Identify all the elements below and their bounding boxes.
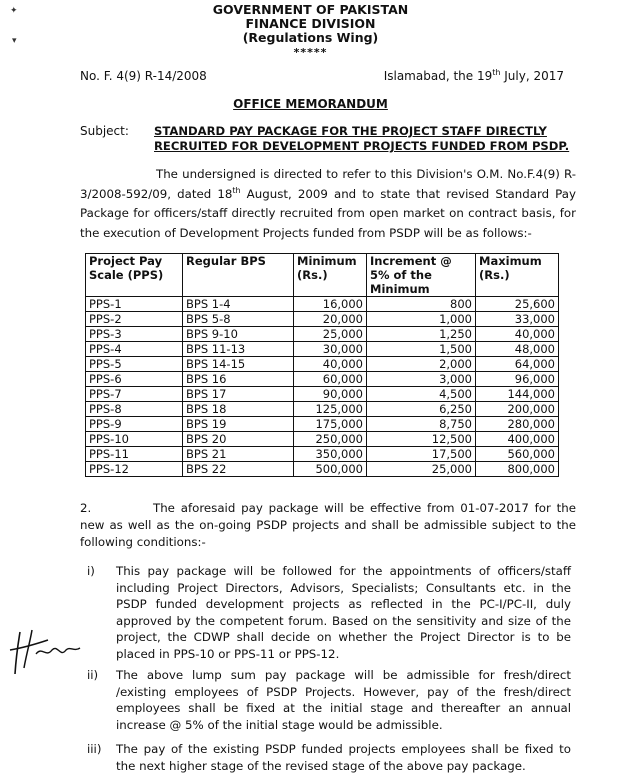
table-row: [86, 402, 559, 417]
cell-minimum: 90,000: [294, 387, 367, 402]
condition-text: The above lump sum pay package will be admissible for fresh/direct /existing employees of PSDP Projects. However, pay of the fresh/direct employees shall be fixed at the initial stage and thereafter an annual increase @ 5% of the initial stage would be admissible.: [116, 668, 571, 732]
header-increment: Increment @ 5% of the Minimum: [367, 254, 476, 297]
paragraph-2: [80, 500, 576, 551]
cell-regular-bps: BPS 1-4: [183, 297, 294, 312]
cell-pps: PPS-4: [86, 342, 183, 357]
header-government: GOVERNMENT OF PAKISTAN: [212, 2, 409, 17]
condition-text: This pay package will be followed for the appointments of officers/staff including Project Directors, Advisors, Specialists; Consultants etc. in the PSDP funded development projects as reflected in the PC-I/PC-II, duly approved by the competent forum. Based on the sensitivity and size of the project, the CDWP shall decide on whether the Project Director is to be placed in PPS-10 or PPS-11 or PPS-12.: [116, 564, 571, 661]
cell-pps: PPS-11: [86, 447, 183, 462]
cell-minimum: 350,000: [294, 447, 367, 462]
cell-regular-bps: BPS 11-13: [183, 342, 294, 357]
cell-increment: 1,000: [367, 312, 476, 327]
table-row: [86, 327, 559, 342]
condition-i: [87, 563, 571, 662]
cell-increment: 25,000: [367, 462, 476, 477]
cell-maximum: 400,000: [476, 432, 559, 447]
subject-text: STANDARD PAY PACKAGE FOR THE PROJECT STAFF DIRECTLY RECRUITED FOR DEVELOPMENT PROJECTS FUNDED FROM PSDP.: [154, 124, 570, 153]
cell-pps: PPS-5: [86, 357, 183, 372]
cell-maximum: 96,000: [476, 372, 559, 387]
handwritten-signature: [6, 628, 84, 678]
header-pps: Project Pay Scale (PPS): [86, 254, 183, 297]
cell-maximum: 40,000: [476, 327, 559, 342]
date-suffix-ordinal: th: [492, 68, 501, 77]
date-prefix: Islamabad, the 19: [383, 69, 493, 83]
paragraph-2-number: 2.: [80, 501, 92, 515]
cell-minimum: 60,000: [294, 372, 367, 387]
cell-increment: 1,500: [367, 342, 476, 357]
subject-label: Subject:: [80, 124, 129, 138]
cell-minimum: 16,000: [294, 297, 367, 312]
cell-pps: PPS-6: [86, 372, 183, 387]
header-minimum: Minimum (Rs.): [294, 254, 367, 297]
cell-regular-bps: BPS 9-10: [183, 327, 294, 342]
scan-mark: ✦: [10, 6, 18, 16]
paragraph-1-a: The undersigned is directed to refer to this Division's O.M. No.F.4(9) R-3/2008-592/09, dated 18: [80, 167, 576, 201]
cell-minimum: 25,000: [294, 327, 367, 342]
header-division: FINANCE DIVISION: [245, 16, 376, 31]
condition-number: i): [87, 564, 95, 578]
memo-title: OFFICE MEMORANDUM: [233, 97, 388, 111]
cell-increment: 12,500: [367, 432, 476, 447]
cell-pps: PPS-8: [86, 402, 183, 417]
cell-regular-bps: BPS 17: [183, 387, 294, 402]
table-row: [86, 297, 559, 312]
cell-pps: PPS-3: [86, 327, 183, 342]
header-stars: *****: [293, 46, 328, 59]
paragraph-1: [80, 165, 576, 243]
paragraph-1-b: August, 2009 and to state that revised Standard Pay Package for officers/staff directly recruited from open market on contract basis, for the execution of Development Projects funded from PSDP will be as follows:-: [80, 186, 576, 240]
cell-maximum: 25,600: [476, 297, 559, 312]
table-row: [86, 432, 559, 447]
cell-minimum: 250,000: [294, 432, 367, 447]
table-row: [86, 447, 559, 462]
cell-regular-bps: BPS 14-15: [183, 357, 294, 372]
memo-date: [384, 69, 564, 83]
condition-number: ii): [87, 668, 99, 682]
cell-minimum: 30,000: [294, 342, 367, 357]
header-maximum: Maximum (Rs.): [476, 254, 559, 297]
cell-increment: 800: [367, 297, 476, 312]
header-regular-bps: Regular BPS: [183, 254, 294, 297]
cell-regular-bps: BPS 18: [183, 402, 294, 417]
cell-increment: 1,250: [367, 327, 476, 342]
cell-pps: PPS-10: [86, 432, 183, 447]
condition-iii: [87, 741, 571, 774]
cell-pps: PPS-2: [86, 312, 183, 327]
cell-regular-bps: BPS 16: [183, 372, 294, 387]
cell-minimum: 20,000: [294, 312, 367, 327]
date-suffix: July, 2017: [500, 69, 564, 83]
cell-maximum: 144,000: [476, 387, 559, 402]
cell-maximum: 200,000: [476, 402, 559, 417]
cell-regular-bps: BPS 19: [183, 417, 294, 432]
table-row: [86, 312, 559, 327]
cell-increment: 3,000: [367, 372, 476, 387]
cell-minimum: 500,000: [294, 462, 367, 477]
cell-minimum: 125,000: [294, 402, 367, 417]
cell-minimum: 40,000: [294, 357, 367, 372]
cell-maximum: 560,000: [476, 447, 559, 462]
paragraph-1-ordinal: th: [232, 185, 241, 195]
pay-scale-table: [85, 253, 559, 477]
table-row: [86, 342, 559, 357]
cell-increment: 2,000: [367, 357, 476, 372]
reference-number: No. F. 4(9) R-14/2008: [80, 69, 207, 83]
condition-number: iii): [87, 742, 102, 756]
cell-pps: PPS-7: [86, 387, 183, 402]
table-row: [86, 417, 559, 432]
cell-minimum: 175,000: [294, 417, 367, 432]
cell-regular-bps: BPS 5-8: [183, 312, 294, 327]
paragraph-2-text: The aforesaid pay package will be effective from 01-07-2017 for the new as well as the on-going PSDP projects and shall be admissible subject to the following conditions:-: [80, 501, 576, 549]
condition-text: The pay of the existing PSDP funded projects employees shall be fixed to the next higher stage of the revised stage of the above pay package.: [116, 742, 571, 773]
cell-pps: PPS-9: [86, 417, 183, 432]
cell-maximum: 48,000: [476, 342, 559, 357]
header-wing: (Regulations Wing): [242, 30, 379, 45]
cell-increment: 6,250: [367, 402, 476, 417]
table-row: [86, 462, 559, 477]
table-row: [86, 357, 559, 372]
cell-regular-bps: BPS 22: [183, 462, 294, 477]
cell-maximum: 64,000: [476, 357, 559, 372]
cell-increment: 4,500: [367, 387, 476, 402]
cell-pps: PPS-12: [86, 462, 183, 477]
cell-maximum: 280,000: [476, 417, 559, 432]
cell-increment: 8,750: [367, 417, 476, 432]
cell-maximum: 33,000: [476, 312, 559, 327]
cell-regular-bps: BPS 21: [183, 447, 294, 462]
cell-maximum: 800,000: [476, 462, 559, 477]
scan-mark: ▾: [12, 36, 17, 46]
table-header-row: [86, 254, 559, 297]
table-row: [86, 387, 559, 402]
cell-increment: 17,500: [367, 447, 476, 462]
cell-regular-bps: BPS 20: [183, 432, 294, 447]
condition-ii: [87, 667, 571, 733]
cell-pps: PPS-1: [86, 297, 183, 312]
table-row: [86, 372, 559, 387]
